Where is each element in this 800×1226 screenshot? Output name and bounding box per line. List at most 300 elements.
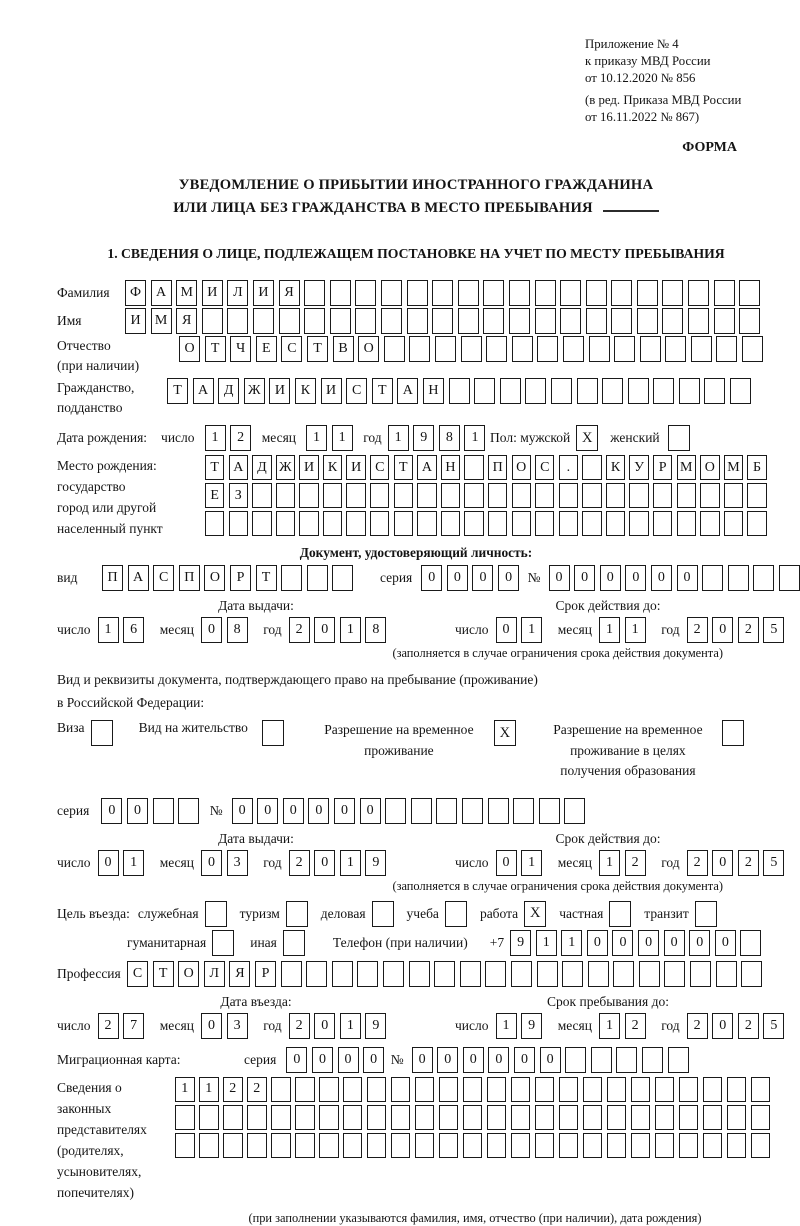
surname-cell-12[interactable]: [407, 280, 428, 306]
citizenship-cell-13[interactable]: [474, 378, 495, 404]
staydoc-issue-year-cell-1[interactable]: 2: [289, 850, 310, 876]
representatives-row1-cell-3[interactable]: 2: [223, 1077, 243, 1102]
birthplace-row1-cell-5[interactable]: И: [299, 455, 318, 480]
migcard-number-cell-6[interactable]: 0: [540, 1047, 561, 1073]
birthplace-row2-cell-23[interactable]: [724, 483, 743, 508]
representatives-row2-cell-24[interactable]: [727, 1105, 747, 1130]
birth-year-cell-3[interactable]: 8: [439, 425, 460, 451]
surname-cell-16[interactable]: [509, 280, 530, 306]
phone-cell-1[interactable]: 9: [510, 930, 531, 956]
migcard-number-cell-1[interactable]: 0: [412, 1047, 433, 1073]
representatives-row3-cell-8[interactable]: [343, 1133, 363, 1158]
phone-cell-4[interactable]: 0: [587, 930, 608, 956]
birthplace-row3-cell-1[interactable]: [205, 511, 224, 536]
profession-cell-14[interactable]: [460, 961, 481, 987]
patronymic-cell-12[interactable]: [461, 336, 482, 362]
iddoc-valid-year-cell-4[interactable]: 5: [763, 617, 784, 643]
representatives-row2-cell-25[interactable]: [751, 1105, 771, 1130]
citizenship-cell-21[interactable]: [679, 378, 700, 404]
representatives-row1-cell-19[interactable]: [607, 1077, 627, 1102]
migcard-number-cell-2[interactable]: 0: [437, 1047, 458, 1073]
patronymic-cell-9[interactable]: [384, 336, 405, 362]
citizenship-cell-11[interactable]: Н: [423, 378, 444, 404]
birthplace-row3-cell-13[interactable]: [488, 511, 507, 536]
phone-cell-6[interactable]: 0: [638, 930, 659, 956]
surname-cell-22[interactable]: [662, 280, 683, 306]
surname-cell-15[interactable]: [483, 280, 504, 306]
profession-cell-18[interactable]: [562, 961, 583, 987]
representatives-row1-cell-4[interactable]: 2: [247, 1077, 267, 1102]
birth-day-cell-2[interactable]: 2: [230, 425, 251, 451]
surname-cell-17[interactable]: [535, 280, 556, 306]
staydoc-number-cell-8[interactable]: [411, 798, 432, 824]
birthplace-row2-cell-15[interactable]: [535, 483, 554, 508]
birthplace-row1-cell-10[interactable]: А: [417, 455, 436, 480]
firstname-cell-5[interactable]: [227, 308, 248, 334]
firstname-cell-19[interactable]: [586, 308, 607, 334]
representatives-row1-cell-13[interactable]: [463, 1077, 483, 1102]
representatives-row2-cell-9[interactable]: [367, 1105, 387, 1130]
birth-year-cell-2[interactable]: 9: [413, 425, 434, 451]
firstname-cell-25[interactable]: [739, 308, 760, 334]
surname-cell-9[interactable]: [330, 280, 351, 306]
representatives-row2-cell-17[interactable]: [559, 1105, 579, 1130]
staydoc-number-cell-14[interactable]: [564, 798, 585, 824]
birthplace-row2-cell-4[interactable]: [276, 483, 295, 508]
patronymic-cell-17[interactable]: [589, 336, 610, 362]
profession-cell-2[interactable]: Т: [153, 961, 174, 987]
firstname-cell-20[interactable]: [611, 308, 632, 334]
iddoc-type-cell-10[interactable]: [332, 565, 353, 591]
representatives-row2-cell-19[interactable]: [607, 1105, 627, 1130]
birthplace-row2-cell-2[interactable]: З: [229, 483, 248, 508]
representatives-row3-cell-7[interactable]: [319, 1133, 339, 1158]
patronymic-cell-10[interactable]: [409, 336, 430, 362]
birthplace-row2-cell-9[interactable]: [394, 483, 413, 508]
representatives-row2-cell-21[interactable]: [655, 1105, 675, 1130]
surname-cell-11[interactable]: [381, 280, 402, 306]
birthplace-row2-cell-7[interactable]: [346, 483, 365, 508]
citizenship-cell-23[interactable]: [730, 378, 751, 404]
firstname-cell-18[interactable]: [560, 308, 581, 334]
purpose-business-checkbox[interactable]: [372, 901, 394, 927]
migcard-number-cell-4[interactable]: 0: [488, 1047, 509, 1073]
birthplace-row1-cell-12[interactable]: [464, 455, 483, 480]
purpose-humanitarian-checkbox[interactable]: [212, 930, 234, 956]
firstname-cell-15[interactable]: [483, 308, 504, 334]
surname-cell-5[interactable]: Л: [227, 280, 248, 306]
citizenship-cell-12[interactable]: [449, 378, 470, 404]
representatives-row1-cell-14[interactable]: [487, 1077, 507, 1102]
citizenship-cell-7[interactable]: И: [321, 378, 342, 404]
stay-month-cell-2[interactable]: 2: [625, 1013, 646, 1039]
profession-cell-13[interactable]: [434, 961, 455, 987]
representatives-row3-cell-20[interactable]: [631, 1133, 651, 1158]
birthplace-row2-cell-12[interactable]: [464, 483, 483, 508]
migcard-series-cell-1[interactable]: 0: [286, 1047, 307, 1073]
iddoc-number-cell-8[interactable]: [728, 565, 749, 591]
firstname-cell-10[interactable]: [355, 308, 376, 334]
birthplace-row1-cell-19[interactable]: У: [629, 455, 648, 480]
staydoc-number-cell-6[interactable]: 0: [360, 798, 381, 824]
representatives-row2-cell-7[interactable]: [319, 1105, 339, 1130]
citizenship-cell-5[interactable]: И: [269, 378, 290, 404]
birthplace-row2-cell-17[interactable]: [582, 483, 601, 508]
birthplace-row2-cell-21[interactable]: [677, 483, 696, 508]
iddoc-number-cell-5[interactable]: 0: [651, 565, 672, 591]
staydoc-issue-month-cell-2[interactable]: 3: [227, 850, 248, 876]
profession-cell-22[interactable]: [664, 961, 685, 987]
purpose-official-checkbox[interactable]: [205, 901, 227, 927]
profession-cell-20[interactable]: [613, 961, 634, 987]
representatives-row3-cell-25[interactable]: [751, 1133, 771, 1158]
surname-cell-19[interactable]: [586, 280, 607, 306]
birthplace-row1-cell-21[interactable]: М: [677, 455, 696, 480]
phone-cell-10[interactable]: [740, 930, 761, 956]
iddoc-type-cell-7[interactable]: Т: [256, 565, 277, 591]
entry-year-cell-4[interactable]: 9: [365, 1013, 386, 1039]
birthplace-row1-cell-2[interactable]: А: [229, 455, 248, 480]
patronymic-cell-3[interactable]: Ч: [230, 336, 251, 362]
patronymic-cell-8[interactable]: О: [358, 336, 379, 362]
surname-cell-7[interactable]: Я: [279, 280, 300, 306]
purpose-other-checkbox[interactable]: [283, 930, 305, 956]
iddoc-type-cell-2[interactable]: А: [128, 565, 149, 591]
purpose-private-checkbox[interactable]: [609, 901, 631, 927]
iddoc-valid-month-cell-1[interactable]: 1: [599, 617, 620, 643]
temp-residence-permit-checkbox[interactable]: X: [494, 720, 516, 746]
birthplace-row1-cell-3[interactable]: Д: [252, 455, 271, 480]
profession-cell-11[interactable]: [383, 961, 404, 987]
phone-cell-8[interactable]: 0: [689, 930, 710, 956]
firstname-cell-22[interactable]: [662, 308, 683, 334]
birthplace-row3-cell-3[interactable]: [252, 511, 271, 536]
representatives-row2-cell-1[interactable]: [175, 1105, 195, 1130]
purpose-study-checkbox[interactable]: [445, 901, 467, 927]
profession-cell-21[interactable]: [639, 961, 660, 987]
profession-cell-12[interactable]: [409, 961, 430, 987]
birthplace-row3-cell-14[interactable]: [512, 511, 531, 536]
migcard-number-cell-3[interactable]: 0: [463, 1047, 484, 1073]
birthplace-row2-cell-22[interactable]: [700, 483, 719, 508]
staydoc-issue-year-cell-3[interactable]: 1: [340, 850, 361, 876]
patronymic-cell-11[interactable]: [435, 336, 456, 362]
phone-cell-2[interactable]: 1: [536, 930, 557, 956]
citizenship-cell-10[interactable]: А: [397, 378, 418, 404]
representatives-row2-cell-16[interactable]: [535, 1105, 555, 1130]
birthplace-row1-cell-14[interactable]: О: [512, 455, 531, 480]
birthplace-row3-cell-15[interactable]: [535, 511, 554, 536]
citizenship-cell-15[interactable]: [525, 378, 546, 404]
birthplace-row1-cell-9[interactable]: Т: [394, 455, 413, 480]
birthplace-row3-cell-5[interactable]: [299, 511, 318, 536]
representatives-row1-cell-16[interactable]: [535, 1077, 555, 1102]
stay-year-cell-1[interactable]: 2: [687, 1013, 708, 1039]
phone-cell-9[interactable]: 0: [715, 930, 736, 956]
birthplace-row2-cell-14[interactable]: [512, 483, 531, 508]
birthplace-row2-cell-6[interactable]: [323, 483, 342, 508]
representatives-row2-cell-6[interactable]: [295, 1105, 315, 1130]
patronymic-cell-23[interactable]: [742, 336, 763, 362]
stay-month-cell-1[interactable]: 1: [599, 1013, 620, 1039]
staydoc-issue-year-cell-4[interactable]: 9: [365, 850, 386, 876]
surname-cell-24[interactable]: [714, 280, 735, 306]
iddoc-series-cell-4[interactable]: 0: [498, 565, 519, 591]
migcard-number-cell-8[interactable]: [591, 1047, 612, 1073]
iddoc-type-cell-3[interactable]: С: [153, 565, 174, 591]
citizenship-cell-19[interactable]: [628, 378, 649, 404]
patronymic-cell-4[interactable]: Е: [256, 336, 277, 362]
citizenship-cell-20[interactable]: [653, 378, 674, 404]
birthplace-row3-cell-19[interactable]: [629, 511, 648, 536]
representatives-row3-cell-24[interactable]: [727, 1133, 747, 1158]
citizenship-cell-6[interactable]: К: [295, 378, 316, 404]
birthplace-row1-cell-22[interactable]: О: [700, 455, 719, 480]
iddoc-type-cell-5[interactable]: О: [204, 565, 225, 591]
representatives-row3-cell-4[interactable]: [247, 1133, 267, 1158]
representatives-row2-cell-15[interactable]: [511, 1105, 531, 1130]
profession-cell-3[interactable]: О: [178, 961, 199, 987]
staydoc-number-cell-12[interactable]: [513, 798, 534, 824]
profession-cell-9[interactable]: [332, 961, 353, 987]
staydoc-number-cell-11[interactable]: [488, 798, 509, 824]
surname-cell-18[interactable]: [560, 280, 581, 306]
profession-cell-24[interactable]: [716, 961, 737, 987]
staydoc-issue-day-cell-2[interactable]: 1: [123, 850, 144, 876]
representatives-row2-cell-2[interactable]: [199, 1105, 219, 1130]
representatives-row2-cell-22[interactable]: [679, 1105, 699, 1130]
representatives-row1-cell-6[interactable]: [295, 1077, 315, 1102]
firstname-cell-6[interactable]: [253, 308, 274, 334]
representatives-row3-cell-9[interactable]: [367, 1133, 387, 1158]
staydoc-number-cell-5[interactable]: 0: [334, 798, 355, 824]
migcard-number-cell-9[interactable]: [616, 1047, 637, 1073]
iddoc-type-cell-8[interactable]: [281, 565, 302, 591]
surname-cell-1[interactable]: Ф: [125, 280, 146, 306]
birth-day-cell-1[interactable]: 1: [205, 425, 226, 451]
iddoc-issue-day-cell-1[interactable]: 1: [98, 617, 119, 643]
representatives-row1-cell-22[interactable]: [679, 1077, 699, 1102]
representatives-row1-cell-8[interactable]: [343, 1077, 363, 1102]
profession-cell-15[interactable]: [485, 961, 506, 987]
birthplace-row3-cell-17[interactable]: [582, 511, 601, 536]
surname-cell-3[interactable]: М: [176, 280, 197, 306]
citizenship-cell-9[interactable]: Т: [372, 378, 393, 404]
citizenship-cell-1[interactable]: Т: [167, 378, 188, 404]
purpose-work-checkbox[interactable]: X: [524, 901, 546, 927]
temp-residence-education-checkbox[interactable]: [722, 720, 744, 746]
firstname-cell-21[interactable]: [637, 308, 658, 334]
staydoc-number-cell-9[interactable]: [436, 798, 457, 824]
representatives-row2-cell-10[interactable]: [391, 1105, 411, 1130]
staydoc-number-cell-7[interactable]: [385, 798, 406, 824]
representatives-row2-cell-18[interactable]: [583, 1105, 603, 1130]
iddoc-number-cell-10[interactable]: [779, 565, 800, 591]
firstname-cell-4[interactable]: [202, 308, 223, 334]
visa-checkbox[interactable]: [91, 720, 113, 746]
representatives-row2-cell-12[interactable]: [439, 1105, 459, 1130]
birthplace-row1-cell-4[interactable]: Ж: [276, 455, 295, 480]
firstname-cell-3[interactable]: Я: [176, 308, 197, 334]
iddoc-number-cell-6[interactable]: 0: [677, 565, 698, 591]
patronymic-cell-22[interactable]: [716, 336, 737, 362]
citizenship-cell-16[interactable]: [551, 378, 572, 404]
surname-cell-2[interactable]: А: [151, 280, 172, 306]
birthplace-row2-cell-5[interactable]: [299, 483, 318, 508]
staydoc-series-cell-1[interactable]: 0: [101, 798, 122, 824]
patronymic-cell-1[interactable]: О: [179, 336, 200, 362]
citizenship-cell-22[interactable]: [704, 378, 725, 404]
representatives-row3-cell-17[interactable]: [559, 1133, 579, 1158]
birthplace-row1-cell-13[interactable]: П: [488, 455, 507, 480]
iddoc-issue-year-cell-3[interactable]: 1: [340, 617, 361, 643]
firstname-cell-16[interactable]: [509, 308, 530, 334]
iddoc-valid-month-cell-2[interactable]: 1: [625, 617, 646, 643]
surname-cell-13[interactable]: [432, 280, 453, 306]
representatives-row1-cell-20[interactable]: [631, 1077, 651, 1102]
representatives-row3-cell-19[interactable]: [607, 1133, 627, 1158]
profession-cell-10[interactable]: [357, 961, 378, 987]
birthplace-row2-cell-13[interactable]: [488, 483, 507, 508]
surname-cell-6[interactable]: И: [253, 280, 274, 306]
representatives-row3-cell-11[interactable]: [415, 1133, 435, 1158]
iddoc-valid-year-cell-1[interactable]: 2: [687, 617, 708, 643]
stay-year-cell-4[interactable]: 5: [763, 1013, 784, 1039]
representatives-row2-cell-14[interactable]: [487, 1105, 507, 1130]
staydoc-number-cell-3[interactable]: 0: [283, 798, 304, 824]
birthplace-row1-cell-24[interactable]: Б: [747, 455, 766, 480]
staydoc-number-cell-10[interactable]: [462, 798, 483, 824]
birthplace-row2-cell-11[interactable]: [441, 483, 460, 508]
patronymic-cell-15[interactable]: [537, 336, 558, 362]
birthplace-row2-cell-19[interactable]: [629, 483, 648, 508]
firstname-cell-2[interactable]: М: [151, 308, 172, 334]
surname-cell-8[interactable]: [304, 280, 325, 306]
stay-day-cell-1[interactable]: 1: [496, 1013, 517, 1039]
patronymic-cell-2[interactable]: Т: [205, 336, 226, 362]
migcard-number-cell-5[interactable]: 0: [514, 1047, 535, 1073]
birthplace-row2-cell-10[interactable]: [417, 483, 436, 508]
phone-cell-3[interactable]: 1: [561, 930, 582, 956]
profession-cell-6[interactable]: Р: [255, 961, 276, 987]
citizenship-cell-3[interactable]: Д: [218, 378, 239, 404]
iddoc-issue-year-cell-4[interactable]: 8: [365, 617, 386, 643]
staydoc-valid-year-cell-4[interactable]: 5: [763, 850, 784, 876]
birthplace-row1-cell-11[interactable]: Н: [441, 455, 460, 480]
profession-cell-1[interactable]: С: [127, 961, 148, 987]
iddoc-type-cell-9[interactable]: [307, 565, 328, 591]
representatives-row3-cell-16[interactable]: [535, 1133, 555, 1158]
birthplace-row2-cell-1[interactable]: Е: [205, 483, 224, 508]
birthplace-row3-cell-8[interactable]: [370, 511, 389, 536]
iddoc-valid-day-cell-2[interactable]: 1: [521, 617, 542, 643]
representatives-row1-cell-21[interactable]: [655, 1077, 675, 1102]
staydoc-issue-day-cell-1[interactable]: 0: [98, 850, 119, 876]
profession-cell-8[interactable]: [306, 961, 327, 987]
migcard-series-cell-4[interactable]: 0: [363, 1047, 384, 1073]
iddoc-number-cell-3[interactable]: 0: [600, 565, 621, 591]
migcard-number-cell-10[interactable]: [642, 1047, 663, 1073]
iddoc-valid-year-cell-3[interactable]: 2: [738, 617, 759, 643]
surname-cell-25[interactable]: [739, 280, 760, 306]
staydoc-series-cell-3[interactable]: [153, 798, 174, 824]
birthplace-row3-cell-2[interactable]: [229, 511, 248, 536]
birthplace-row1-cell-16[interactable]: .: [559, 455, 578, 480]
representatives-row3-cell-5[interactable]: [271, 1133, 291, 1158]
citizenship-cell-17[interactable]: [577, 378, 598, 404]
firstname-cell-23[interactable]: [688, 308, 709, 334]
sex-male-checkbox[interactable]: X: [576, 425, 598, 451]
iddoc-type-cell-6[interactable]: Р: [230, 565, 251, 591]
iddoc-series-cell-3[interactable]: 0: [472, 565, 493, 591]
representatives-row2-cell-4[interactable]: [247, 1105, 267, 1130]
representatives-row1-cell-17[interactable]: [559, 1077, 579, 1102]
staydoc-series-cell-2[interactable]: 0: [127, 798, 148, 824]
firstname-cell-17[interactable]: [535, 308, 556, 334]
representatives-row1-cell-12[interactable]: [439, 1077, 459, 1102]
birthplace-row3-cell-9[interactable]: [394, 511, 413, 536]
birth-month-cell-2[interactable]: 1: [332, 425, 353, 451]
representatives-row2-cell-8[interactable]: [343, 1105, 363, 1130]
stay-year-cell-3[interactable]: 2: [738, 1013, 759, 1039]
iddoc-number-cell-4[interactable]: 0: [625, 565, 646, 591]
birthplace-row1-cell-23[interactable]: М: [724, 455, 743, 480]
birthplace-row3-cell-20[interactable]: [653, 511, 672, 536]
staydoc-number-cell-4[interactable]: 0: [308, 798, 329, 824]
birthplace-row3-cell-24[interactable]: [747, 511, 766, 536]
representatives-row1-cell-7[interactable]: [319, 1077, 339, 1102]
entry-year-cell-3[interactable]: 1: [340, 1013, 361, 1039]
patronymic-cell-7[interactable]: В: [333, 336, 354, 362]
iddoc-issue-day-cell-2[interactable]: 6: [123, 617, 144, 643]
patronymic-cell-19[interactable]: [640, 336, 661, 362]
representatives-row2-cell-23[interactable]: [703, 1105, 723, 1130]
firstname-cell-11[interactable]: [381, 308, 402, 334]
representatives-row1-cell-24[interactable]: [727, 1077, 747, 1102]
staydoc-valid-year-cell-1[interactable]: 2: [687, 850, 708, 876]
representatives-row1-cell-15[interactable]: [511, 1077, 531, 1102]
profession-cell-17[interactable]: [537, 961, 558, 987]
iddoc-issue-year-cell-1[interactable]: 2: [289, 617, 310, 643]
representatives-row2-cell-5[interactable]: [271, 1105, 291, 1130]
citizenship-cell-2[interactable]: А: [193, 378, 214, 404]
surname-cell-10[interactable]: [355, 280, 376, 306]
representatives-row3-cell-22[interactable]: [679, 1133, 699, 1158]
entry-month-cell-2[interactable]: 3: [227, 1013, 248, 1039]
iddoc-issue-year-cell-2[interactable]: 0: [314, 617, 335, 643]
firstname-cell-13[interactable]: [432, 308, 453, 334]
staydoc-number-cell-2[interactable]: 0: [257, 798, 278, 824]
representatives-row3-cell-13[interactable]: [463, 1133, 483, 1158]
birthplace-row1-cell-15[interactable]: С: [535, 455, 554, 480]
stay-year-cell-2[interactable]: 0: [712, 1013, 733, 1039]
birthplace-row1-cell-8[interactable]: С: [370, 455, 389, 480]
birthplace-row2-cell-16[interactable]: [559, 483, 578, 508]
patronymic-cell-20[interactable]: [665, 336, 686, 362]
citizenship-cell-8[interactable]: С: [346, 378, 367, 404]
representatives-row3-cell-6[interactable]: [295, 1133, 315, 1158]
migcard-number-cell-7[interactable]: [565, 1047, 586, 1073]
birthplace-row3-cell-6[interactable]: [323, 511, 342, 536]
birthplace-row3-cell-12[interactable]: [464, 511, 483, 536]
firstname-cell-8[interactable]: [304, 308, 325, 334]
birthplace-row3-cell-4[interactable]: [276, 511, 295, 536]
sex-female-checkbox[interactable]: [668, 425, 690, 451]
staydoc-valid-year-cell-2[interactable]: 0: [712, 850, 733, 876]
surname-cell-23[interactable]: [688, 280, 709, 306]
birthplace-row2-cell-18[interactable]: [606, 483, 625, 508]
representatives-row3-cell-14[interactable]: [487, 1133, 507, 1158]
